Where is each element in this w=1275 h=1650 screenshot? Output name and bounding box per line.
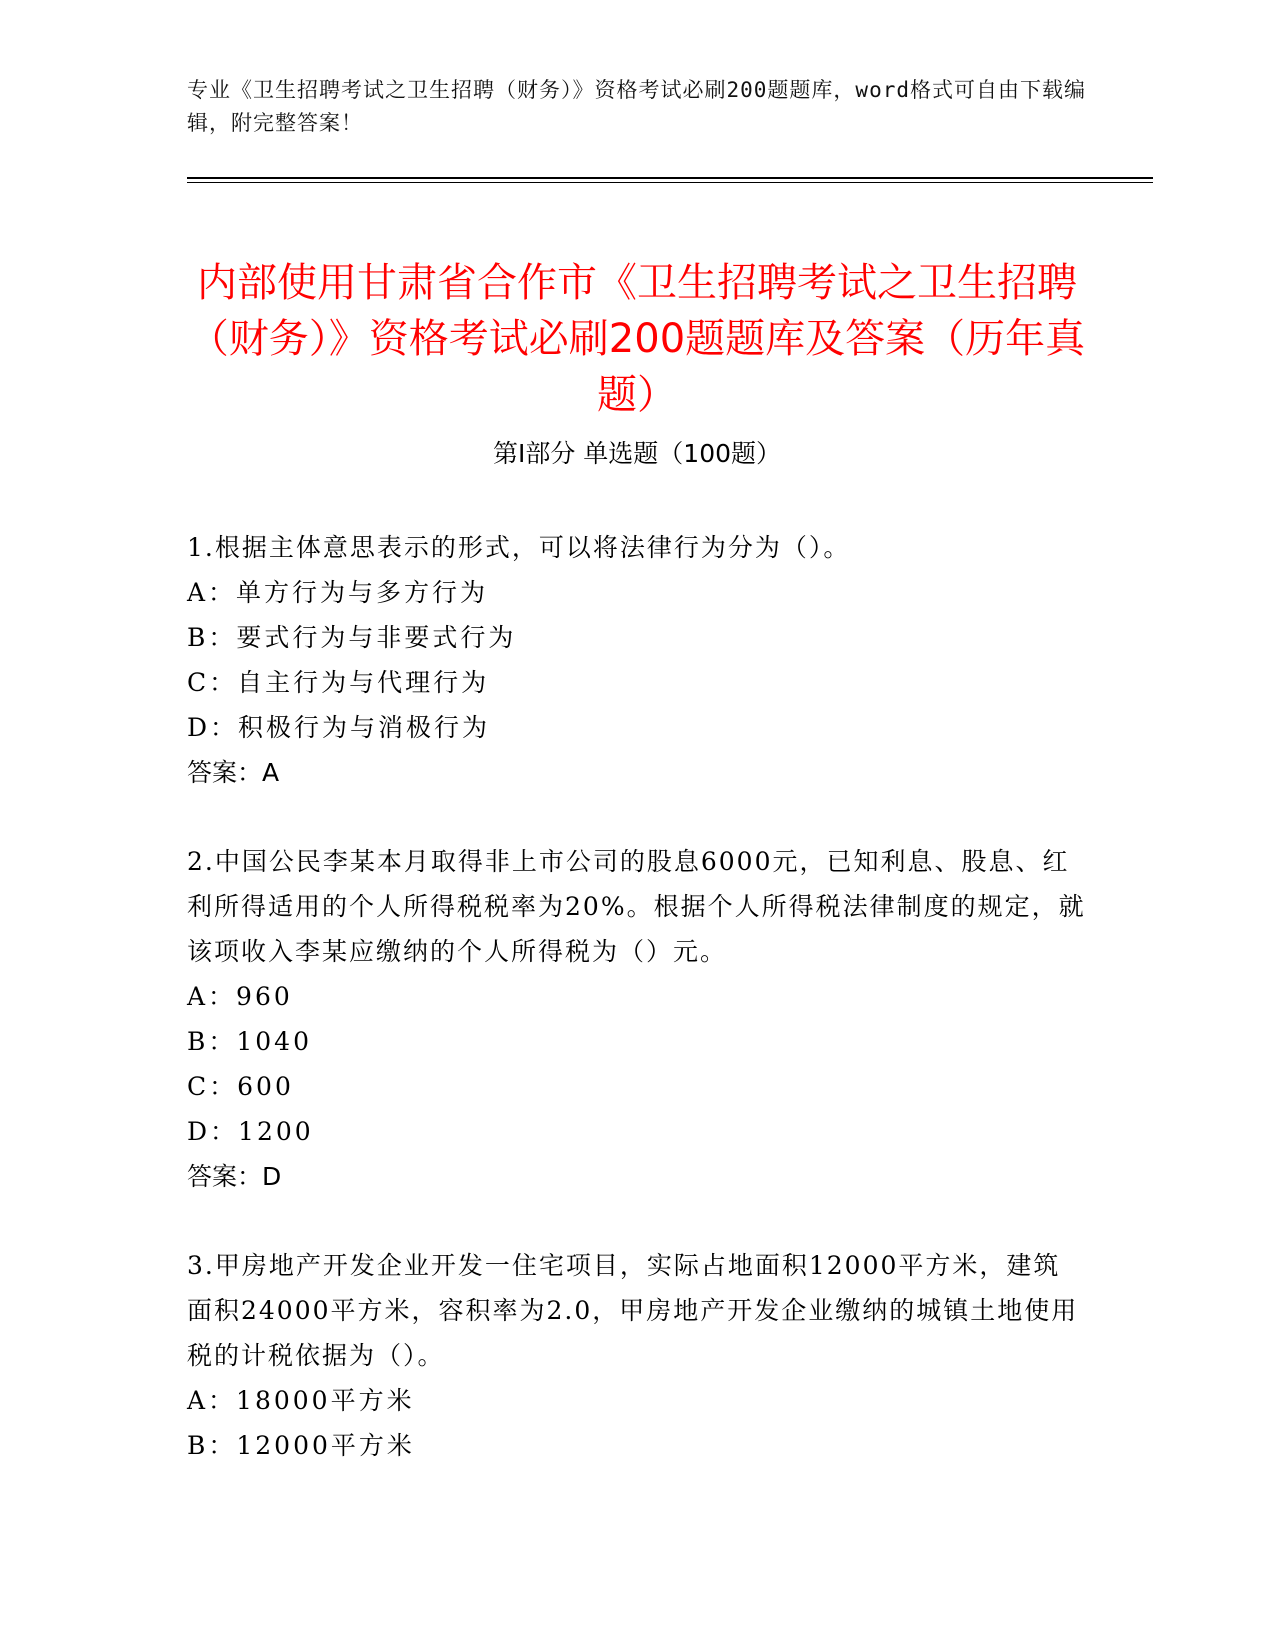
option-b: B：12000平方米 [187,1431,415,1460]
header-rule-thick [187,177,1153,179]
question-2 [187,839,1087,1199]
question-list [187,525,1087,1512]
option-c: C：600 [187,1072,294,1101]
option-a: A：单方行为与多方行为 [187,578,489,607]
option-b: B：要式行为与非要式行为 [187,623,517,652]
document-title: 内部使用甘肃省合作市《卫生招聘考试之卫生招聘（财务）》资格考试必刷200题题库及答案（历年真题） [188,259,1086,418]
answer: 答案：D [187,1162,282,1191]
header-rule-thin [187,182,1153,183]
question-3 [187,1243,1087,1468]
header-note: 专业《卫生招聘考试之卫生招聘（财务）》资格考试必刷200题题库，word格式可自由下载编辑，附完整答案！ [187,78,1086,135]
answer: 答案：A [187,758,280,787]
question-stem: 3.甲房地产开发企业开发一住宅项目，实际占地面积12000平方米，建筑面积24000平方米，容积率为2.0，甲房地产开发企业缴纳的城镇土地使用税的计税依据为（）。 [187,1251,1079,1370]
option-a: A：18000平方米 [187,1386,415,1415]
option-d: D：1200 [187,1117,314,1146]
option-c: C：自主行为与代理行为 [187,668,490,697]
section-title: 第Ⅰ部分 单选题（100题） [492,439,782,468]
question-stem: 2.中国公民李某本月取得非上市公司的股息6000元，已知利息、股息、红利所得适用的个人所得税税率为20%。根据个人所得税法律制度的规定，就该项收入李某应缴纳的个人所得税为（）元。 [187,847,1086,966]
option-a: A：960 [187,982,293,1011]
option-b: B：1040 [187,1027,312,1056]
question-stem: 1.根据主体意思表示的形式，可以将法律行为分为（）。 [187,533,851,562]
question-1 [187,525,1087,795]
option-d: D：积极行为与消极行为 [187,713,491,742]
